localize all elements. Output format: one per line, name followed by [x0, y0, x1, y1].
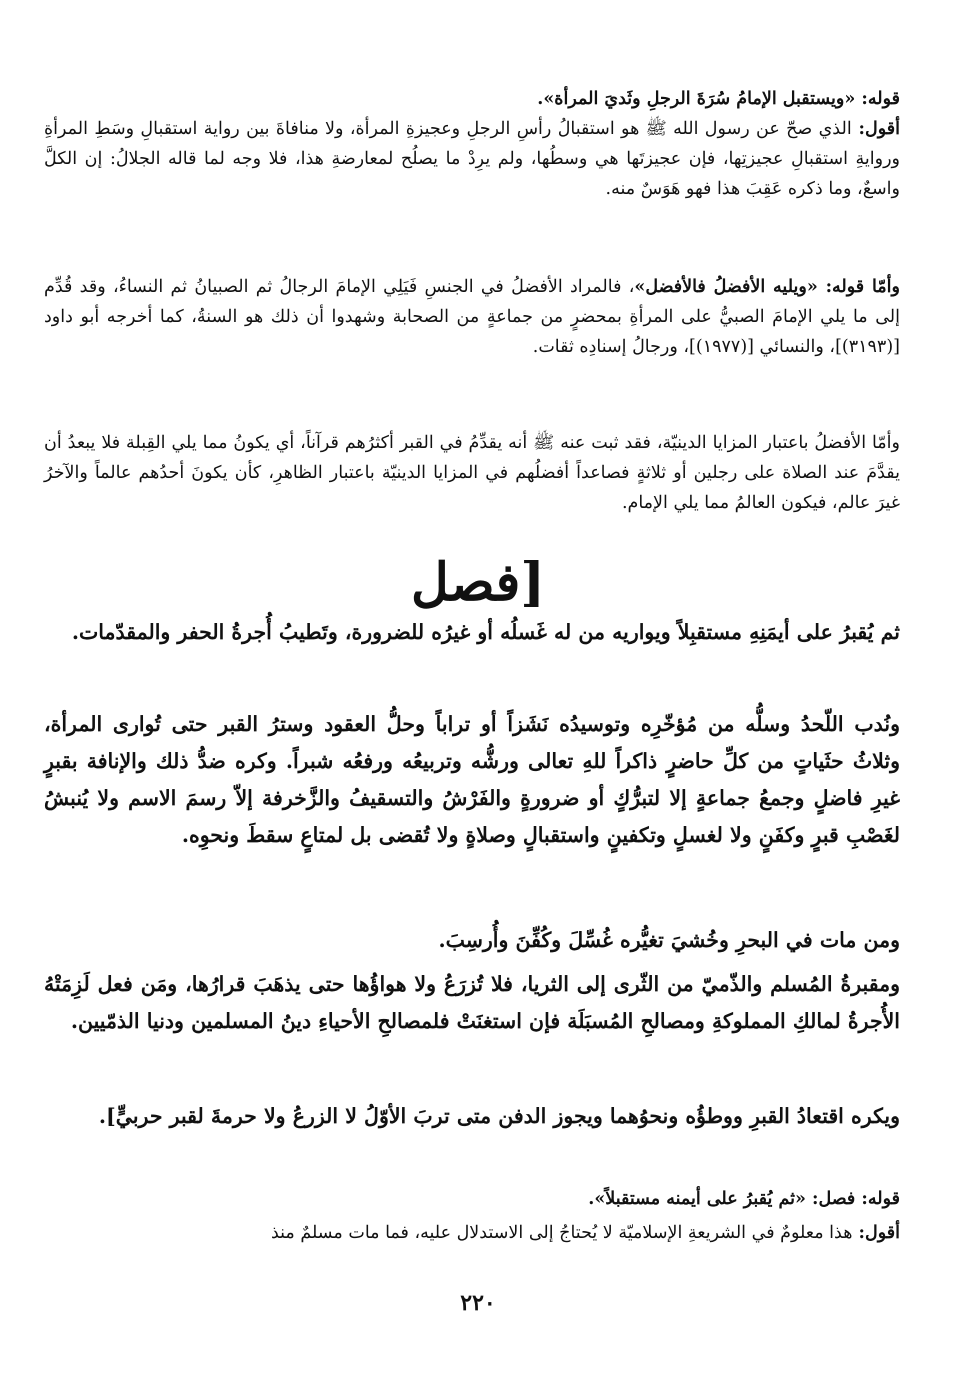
quoted-text: «ويليه الأفضلُ فالأفضل» [634, 277, 818, 297]
section-heading: [فصل [411, 552, 545, 613]
aqulu-label: أقول: [852, 1223, 900, 1243]
qawluhu-label: قوله: [855, 89, 900, 109]
paragraph-text: هذا معلومٌ في الشريعةِ الإسلاميّة لا يُحتاجُ إلى الاستدلال عليه، فما مات مسلمٌ منذ [270, 1223, 853, 1243]
comment-paragraph-1 [44, 84, 900, 114]
comment-paragraph-2 [44, 114, 900, 204]
paragraph-text: وأمّا الأفضلُ باعتبار المزايا الدينيّة، فقد ثبت عنه ﷺ أنه يقدِّمُ في القبر أكثرُهم قرآناً، أي يكونُ مما يلي القِبلة فلا يبعدُ أن يقدَّمَ عند الصلاة على رجلين أو ثلاثةٍ فصاعداً أفضلُهم في المزايا الدينيّة باعتبار الظاهرِ، كأن يكونَ أحدُهم عالماً والآخرُ غيرَ عالم، فيكون العالمُ مما يلي الإمام. [44, 433, 900, 513]
matn-paragraph-3: ومن مات في البحرِ وخُشيَ تغيُّره غُسِّلَ وكُفِّنَ وأُرسِبَ. [438, 928, 900, 952]
comment-paragraph-3 [44, 272, 900, 362]
quoted-text: «ويستقبل الإمامُ سُرَةَ الرجلِ وثَديَ المرأة». [537, 89, 856, 109]
fasl-label: فصل: [805, 1189, 856, 1209]
matn-paragraph-4: ومقبرةُ المُسلم والذّميّ من الثّرى إلى الثريا، فلا تُزرَعُ ولا هواؤُها حتى يذهَبَ قرارُها، ومَن فعل لَزِمَتْهُ الأُجرةُ لمالكِ المملوكةِ ومصالحِ المُسبَلَة فإن استغنَتْ فلمصالحِ الأحياءِ دينُ المسلمين ودنيا الذمّيين. [44, 972, 900, 1033]
page-number: ٢٢٠ [460, 1290, 496, 1316]
paragraph-text: ، فالمراد الأفضلُ في الجنسِ فَيَلِي الإمامَ الرجالُ ثم الصبيانُ ثم النساءُ، وقد قُدِّم إلى ما يلي الإمامَ الصبيُّ على المرأةِ بمحضرٍ من جماعةٍ من الصحابة وشهدوا أن ذلك هو السنةُ، كما أخرجه أبو داود [(٣١٩٣)]، والنسائي [(١٩٧٧)]، ورجالُ إسنادِه ثقات. [44, 277, 900, 357]
aqulu-label: أقول: [851, 119, 900, 139]
comment-paragraph-6 [44, 1218, 900, 1248]
wa-amma-qawluhu-label: وأمّا قوله: [817, 277, 900, 297]
matn-paragraph-1: ثم يُقبرُ على أيمَنِهِ مستقبِلاً ويواريه من له غَسلُه أو غيرُه للضرورة، وتَطيبُ أُجرةُ الحفر والمقدّمات. [71, 620, 900, 644]
quoted-text: «ثم يُقبرُ على أيمنه مستقبلاً». [588, 1189, 806, 1209]
qawluhu-label: قوله: [855, 1189, 900, 1209]
comment-paragraph-5 [44, 1184, 900, 1214]
comment-paragraph-4 [44, 428, 900, 518]
matn-paragraph-5: ويكره اقتعادُ القبرِ ووطؤُه ونحوُهما ويجوز الدفن متى تربَ الأوّلُ لا الزرعُ ولا حرمةَ لقبر حربيٍّ]. [98, 1104, 900, 1128]
paragraph-text: الذي صحّ عن رسول الله ﷺ هو استقبالُ رأسِ الرجلِ وعجيزةِ المرأة، ولا منافاةَ بين رواية استقبالِ وسَطِ المرأةِ وروايةِ استقبالِ عجيزتِها، فإن عجيزتَها هي وسطُها، ولم يرِدْ ما يصلُح لمعارضةِ هذا، فلا وجه لما قاله الجلالُ: إن الكلَّ واسعٌ، وما ذكره عَقِبَ هذا فهو هَوَسٌ منه. [44, 119, 900, 199]
matn-paragraph-2: ونُدب اللّحدُ وسلُّه من مُؤخّرِه وتوسيدُه نَشَزاً أو تراباً وحلُّ العقود وسترُ القبر حتى تُوارى المرأة، وثلاثُ حثَياتٍ من كلِّ حاضرٍ ذاكراً للهِ تعالى ورشُّه وتربيعُه ورفعُه شبراً. وكره ضدُّ ذلك والإنافة بقبرٍ غيرِ فاضلٍ وجمعُ جماعةٍ إلا لتبرُّكٍ أو ضرورةٍ والفَرْشُ والتسقيفُ والزَّخرفة إلاّ رسمَ الاسم ولا يُنبشُ لغَصْبِ قبرٍ وكفَنٍ ولا لغسلٍ وتكفينٍ واستقبالٍ وصلاةٍ ولا تُقضى بل لمتاعٍ سقطَ ونحوِه. [44, 712, 900, 847]
